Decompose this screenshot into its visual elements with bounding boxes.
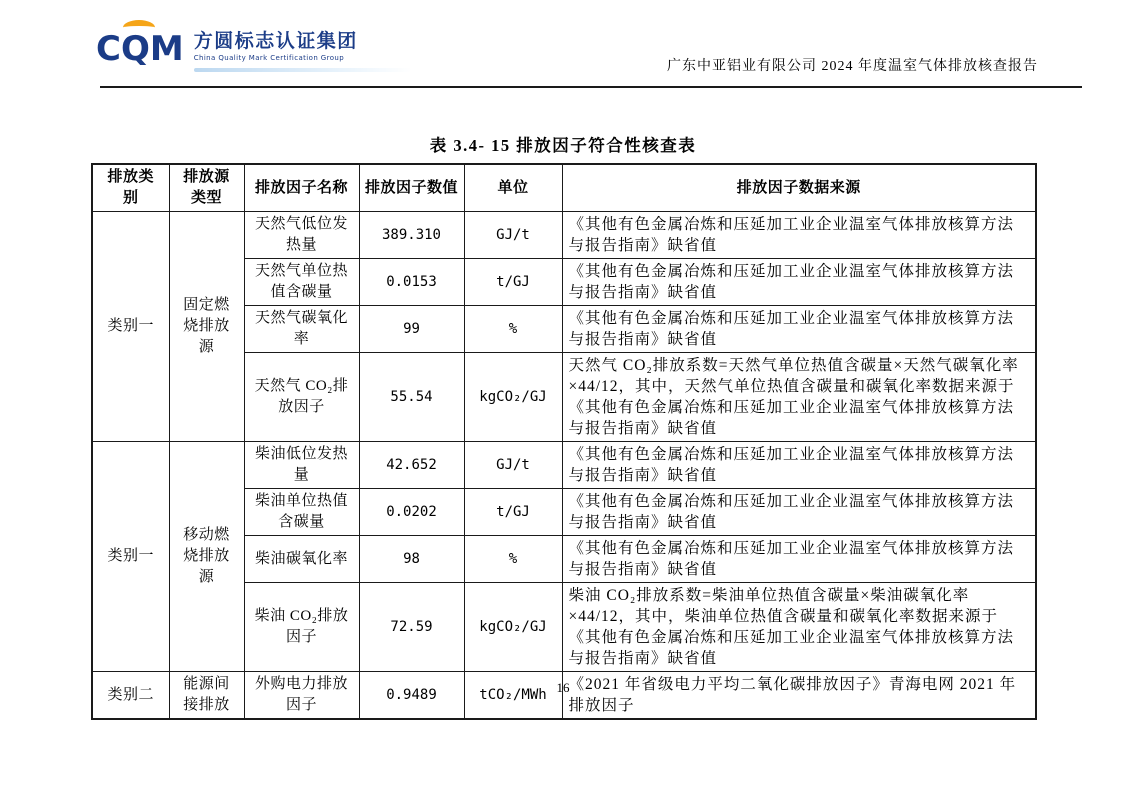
- cell-data-source: 柴油 CO₂排放系数=柴油单位热值含碳量×柴油碳氧化率×44/12，其中，柴油单位热值含碳量和碳氧化率数据来源于《其他有色金属冶炼和压延加工业企业温室气体排放核算方法与报告指南》缺省值: [562, 583, 1036, 672]
- cell-unit: kgCO₂/GJ: [464, 353, 562, 442]
- cell-factor-value: 72.59: [359, 583, 464, 672]
- logo-swoosh: [194, 68, 412, 72]
- cell-factor-name: 柴油低位发热量: [244, 442, 359, 489]
- col-header-factor-name: 排放因子名称: [244, 164, 359, 212]
- cell-factor-value: 0.9489: [359, 672, 464, 720]
- cell-factor-value: 389.310: [359, 212, 464, 259]
- cell-factor-value: 0.0153: [359, 259, 464, 306]
- logo-acronym-text: CQM: [96, 29, 184, 69]
- cell-factor-value: 0.0202: [359, 489, 464, 536]
- cell-factor-value: 42.652: [359, 442, 464, 489]
- cell-data-source: 《其他有色金属冶炼和压延加工业企业温室气体排放核算方法与报告指南》缺省值: [562, 212, 1036, 259]
- cell-factor-name: 柴油 CO₂排放因子: [244, 583, 359, 672]
- table-row: [92, 442, 1036, 489]
- cell-source-type: 移动燃烧排放源: [169, 442, 244, 672]
- cell-unit: GJ/t: [464, 212, 562, 259]
- cell-unit: %: [464, 536, 562, 583]
- cell-data-source: 《其他有色金属冶炼和压延加工业企业温室气体排放核算方法与报告指南》缺省值: [562, 489, 1036, 536]
- cell-factor-value: 98: [359, 536, 464, 583]
- cell-factor-name: 天然气单位热值含碳量: [244, 259, 359, 306]
- cell-source-type: 固定燃烧排放源: [169, 212, 244, 442]
- cell-unit: GJ/t: [464, 442, 562, 489]
- cell-category: 类别一: [92, 442, 169, 672]
- cell-factor-name: 柴油单位热值含碳量: [244, 489, 359, 536]
- emission-factor-table: [91, 163, 1037, 720]
- col-header-category: 排放类别: [92, 164, 169, 212]
- cqm-logo: [96, 21, 412, 72]
- cell-source-type: 能源间接排放: [169, 672, 244, 720]
- table-title: 表 3.4- 15 排放因子符合性核查表: [429, 136, 697, 155]
- header-divider: [100, 86, 1082, 88]
- cell-category: 类别二: [92, 672, 169, 720]
- cell-factor-name: 天然气碳氧化率: [244, 306, 359, 353]
- col-header-unit: 单位: [464, 164, 562, 212]
- report-title: 广东中亚铝业有限公司 2024 年度温室气体排放核查报告: [667, 59, 1038, 74]
- table-header-row: [92, 164, 1036, 212]
- cell-factor-value: 55.54: [359, 353, 464, 442]
- cell-factor-name: 柴油碳氧化率: [244, 536, 359, 583]
- cell-factor-name: 天然气低位发热量: [244, 212, 359, 259]
- cell-factor-name: 天然气 CO₂排放因子: [244, 353, 359, 442]
- cell-data-source: 《其他有色金属冶炼和压延加工业企业温室气体排放核算方法与报告指南》缺省值: [562, 442, 1036, 489]
- col-header-factor-value: 排放因子数值: [359, 164, 464, 212]
- cell-unit: t/GJ: [464, 259, 562, 306]
- col-header-source-type: 排放源类型: [169, 164, 244, 212]
- cqm-logo-acronym: [96, 21, 184, 71]
- cell-data-source: 《其他有色金属冶炼和压延加工业企业温室气体排放核算方法与报告指南》缺省值: [562, 259, 1036, 306]
- logo-arc-icon: [123, 20, 155, 35]
- cell-unit: kgCO₂/GJ: [464, 583, 562, 672]
- logo-name-cn: 方圆标志认证集团: [193, 30, 358, 52]
- cell-unit: t/GJ: [464, 489, 562, 536]
- cell-data-source: 天然气 CO₂排放系数=天然气单位热值含碳量×天然气碳氧化率×44/12，其中，天然气单位热值含碳量和碳氧化率数据来源于《其他有色金属冶炼和压延加工业企业温室气体排放核算方法与报告指南》缺省值: [562, 353, 1036, 442]
- table-row: [92, 212, 1036, 259]
- cell-data-source: 《2021 年省级电力平均二氧化碳排放因子》青海电网 2021 年排放因子: [562, 672, 1036, 720]
- page-number: 16: [556, 680, 570, 695]
- logo-name-en: China Quality Mark Certification Group: [193, 54, 345, 62]
- cell-unit: %: [464, 306, 562, 353]
- cell-data-source: 《其他有色金属冶炼和压延加工业企业温室气体排放核算方法与报告指南》缺省值: [562, 536, 1036, 583]
- logo-names: [194, 21, 412, 72]
- cell-factor-name: 外购电力排放因子: [244, 672, 359, 720]
- cell-unit: tCO₂/MWh: [464, 672, 562, 720]
- cell-data-source: 《其他有色金属冶炼和压延加工业企业温室气体排放核算方法与报告指南》缺省值: [562, 306, 1036, 353]
- cell-factor-value: 99: [359, 306, 464, 353]
- cell-category: 类别一: [92, 212, 169, 442]
- col-header-data-source: 排放因子数据来源: [562, 164, 1036, 212]
